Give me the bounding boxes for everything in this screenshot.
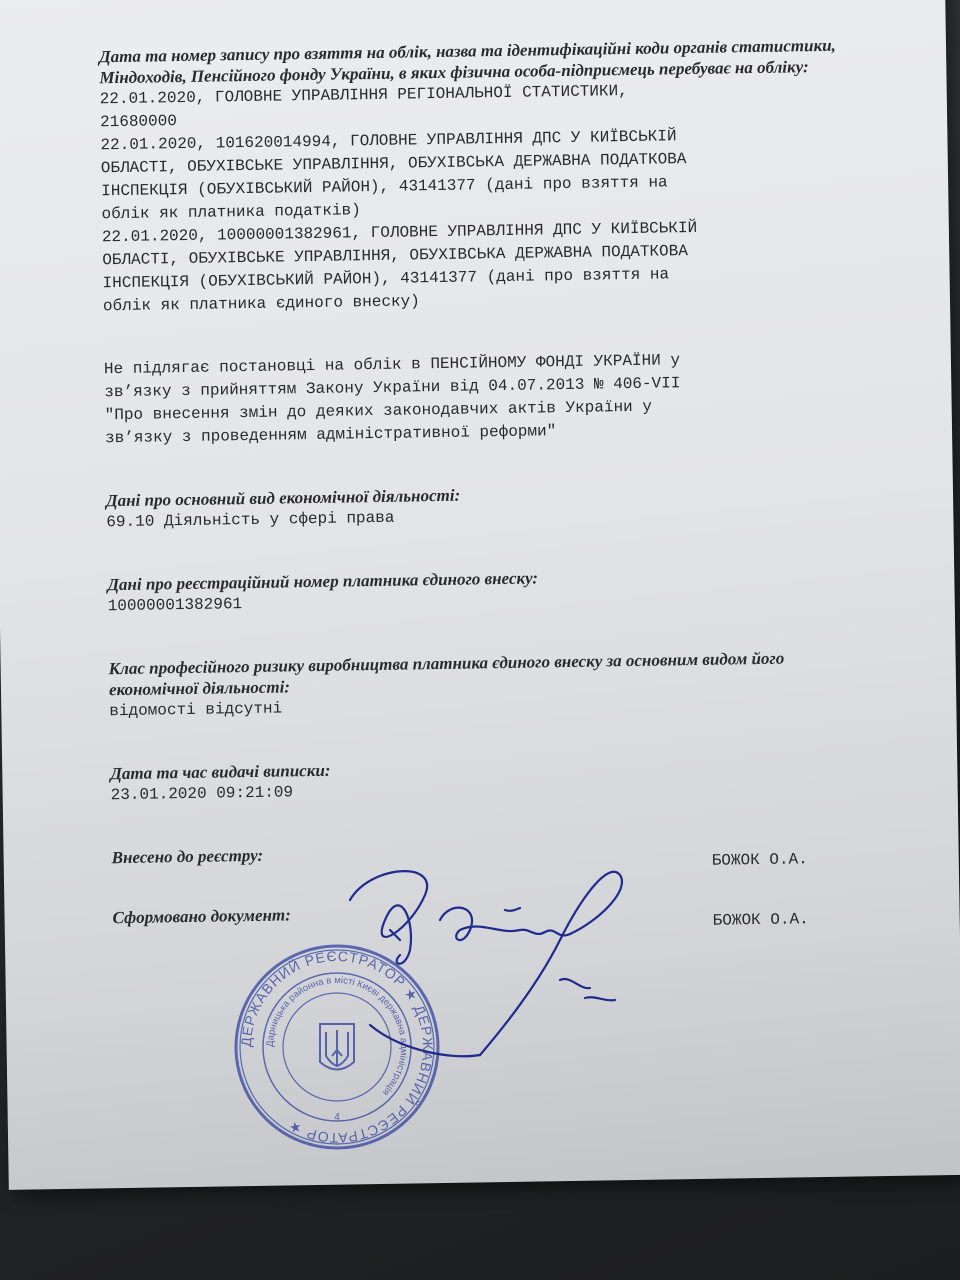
pension-note <box>104 346 865 450</box>
registration-line: 21680000 <box>99 112 178 132</box>
pension-note-line: Не підлягає постановці на облік в ПЕНСІЙНОМУ ФОНДІ УКРАЇНИ у <box>103 351 681 379</box>
payer-number-header: Дані про реєстраційний номер платника єдиного внеску: <box>107 568 539 595</box>
risk-class-header: Клас професійного ризику виробництва платника єдиного внеску за основним видом його економічної діяльності: <box>108 648 785 700</box>
registration-line: облік як платника податків) <box>101 201 361 224</box>
registration-line: ІНСПЕКЦІЯ (ОБУХІВСЬКИЙ РАЙОН), 43141377 (дані про взяття на <box>102 265 670 293</box>
risk-class-value: відомості відсутні <box>109 699 283 721</box>
registration-line: 22.01.2020, 10000001382961, ГОЛОВНЕ УПРАВЛІННЯ ДПС У КИЇВСЬКІЙ <box>101 218 698 247</box>
registration-header: Дата та номер запису про взяття на облік, назва та ідентифікаційні коди органів статистики, Міндоходів, Пенсійного фонду України, в яких фізична особа-підприємець перебуває на обліку: <box>98 35 836 88</box>
registration-line: ОБЛАСТІ, ОБУХІВСЬКЕ УПРАВЛІННЯ, ОБУХІВСЬКА ДЕРЖАВНА ПОДАТКОВА <box>102 242 689 270</box>
pension-note-line: зв’язку з проведенням адміністративної реформи" <box>104 422 557 448</box>
stamp-outer-text: ДЕРЖАВНИЙ РЕЄСТРАТОР ★ ДЕРЖАВНИЙ РЕЄСТРАТОР ★ <box>237 947 437 1147</box>
payer-number-value: 10000001382961 <box>107 595 243 616</box>
stamp-number: 4 <box>334 1112 340 1123</box>
entered-name: БОЖОК О.А. <box>711 850 808 870</box>
pension-note-line: зв’язку з прийняттям Закону України від 04.07.2013 № 406-VII <box>104 374 681 402</box>
formed-name: БОЖОК О.А. <box>712 910 809 930</box>
issue-datetime-value: 23.01.2020 09:21:09 <box>110 783 294 805</box>
activity-value: 69.10 Діяльність у сфері права <box>106 508 395 532</box>
pension-note-line: "Про внесення змін до деяких законодавчих актів України у <box>104 397 653 425</box>
entered-header: Внесено до реєстру: <box>111 845 264 868</box>
signature <box>330 860 650 1090</box>
activity-header: Дані про основний вид економічної діяльності: <box>105 485 461 511</box>
registration-lines <box>100 76 864 318</box>
document-content <box>99 34 873 967</box>
registration-line: 22.01.2020, ГОЛОВНЕ УПРАВЛІННЯ РЕГІОНАЛЬНОЇ СТАТИСТИКИ, <box>99 81 628 109</box>
registration-line: ІНСПЕКЦІЯ (ОБУХІВСЬКИЙ РАЙОН), 43141377 (дані про взяття на <box>101 173 668 201</box>
registration-line: ОБЛАСТІ, ОБУХІВСЬКЕ УПРАВЛІННЯ, ОБУХІВСЬКА ДЕРЖАВНА ПОДАТКОВА <box>100 150 687 178</box>
registration-line: облік як платника єдиного внеску) <box>102 292 420 316</box>
issue-datetime-header: Дата та час видачі виписки: <box>110 760 331 784</box>
stamp-inner-text: Дарницька районна в місті Києві державна адміністрація <box>264 974 410 1098</box>
registration-line: 22.01.2020, 101620014994, ГОЛОВНЕ УПРАВЛІННЯ ДПС У КИЇВСЬКІЙ <box>100 127 677 155</box>
formed-header: Сформовано документ: <box>112 905 291 928</box>
